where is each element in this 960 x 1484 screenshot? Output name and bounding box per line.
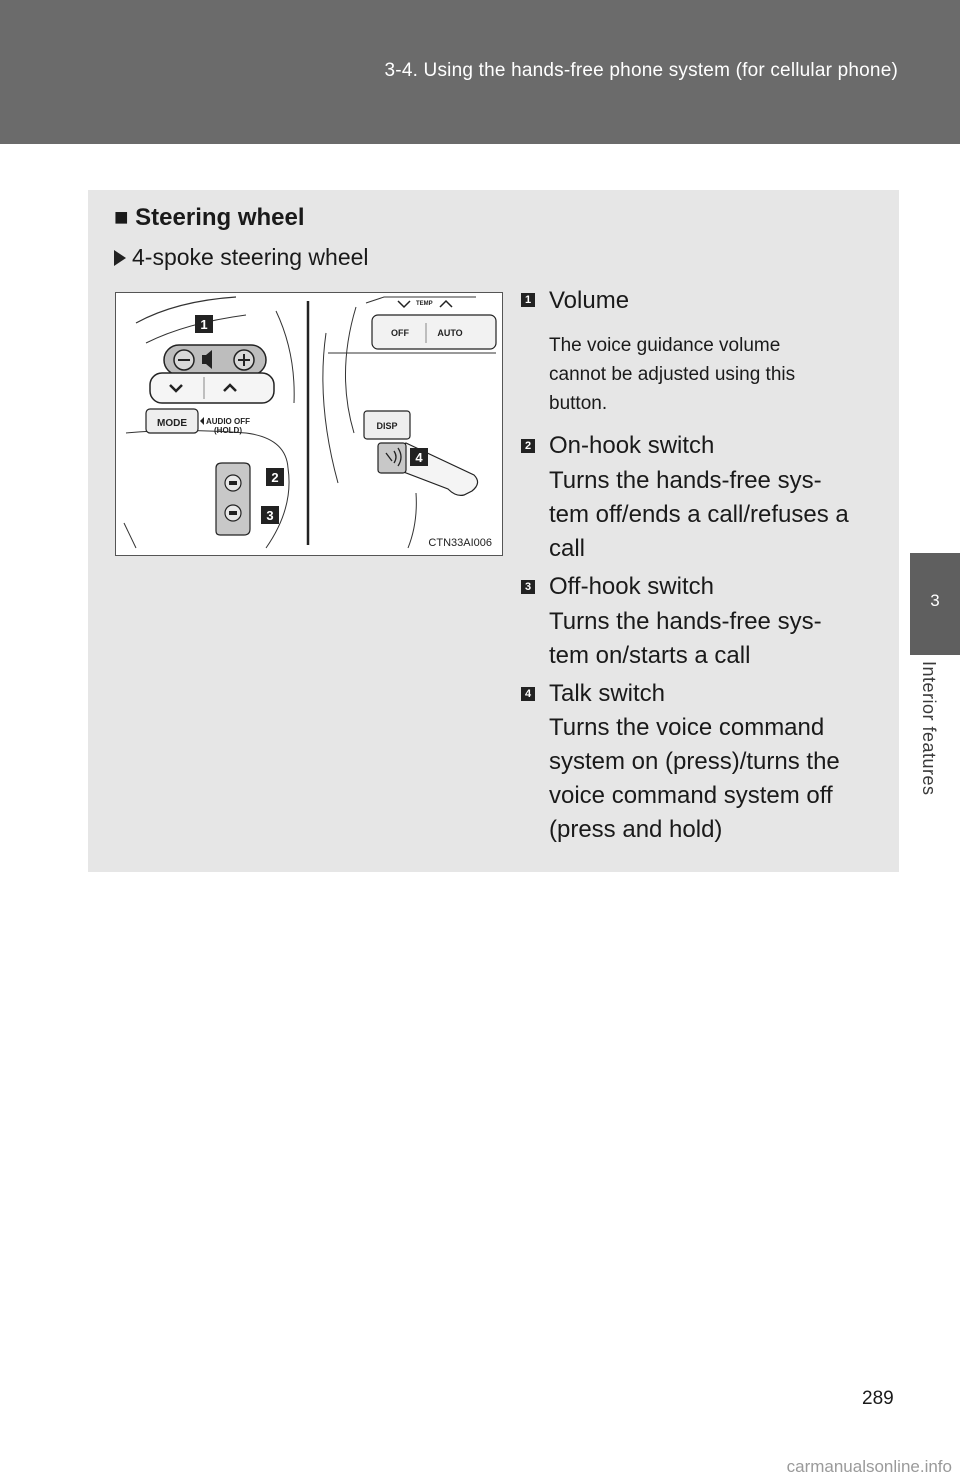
talk-button [378,443,406,473]
sub-heading [114,244,369,271]
speaker-icon [202,355,206,364]
mode-label: MODE [157,418,187,429]
disp-label: DISP [376,421,398,431]
item-title-talk: Talk switch [549,680,666,707]
item-marker-3: 3 [521,580,535,594]
desc-line: Turns the voice command [549,714,825,741]
item-note-volume [549,331,865,418]
sub-heading-text: 4-spoke steering wheel [132,244,369,270]
triangle-arrow-icon [114,250,126,266]
chapter-tab [910,553,960,655]
desc-line: call [549,535,586,562]
note-line: button. [549,393,608,414]
page-header [0,0,960,144]
watermark: carmanualsonline.info [786,1457,952,1476]
figure-code: CTN33AI006 [428,537,492,549]
auto-label: AUTO [437,328,463,338]
page-number: 289 [862,1388,894,1409]
steering-wheel-drawing [116,293,502,555]
audio-off-label: AUDIO OFF [206,417,250,426]
off-label: OFF [391,328,409,338]
item-title-off-hook: Off-hook switch [549,573,714,600]
item-desc-off-hook [549,605,865,673]
item-title-on-hook: On-hook switch [549,432,715,459]
note-line: cannot be adjusted using this [549,364,796,385]
svg-text:2: 2 [271,470,279,485]
temp-label: TEMP [416,301,433,307]
item-desc-talk [549,711,865,847]
item-marker-4: 4 [521,687,535,701]
item-title-volume: Volume [549,287,630,314]
desc-line: (press and hold) [549,816,723,843]
desc-line: system on (press)/turns the [549,748,840,775]
item-marker-2: 2 [521,439,535,453]
section-heading: ■ Steering wheel [114,204,305,231]
svg-text:3: 3 [266,508,274,523]
hold-label: (HOLD) [214,426,242,435]
content-panel [88,190,899,872]
desc-line: voice command system off [549,782,833,809]
seek-rocker [150,373,274,403]
desc-line: Turns the hands-free sys- [549,467,822,494]
chapter-label-area [910,655,960,835]
svg-text:1: 1 [200,317,208,332]
desc-line: tem on/starts a call [549,642,751,669]
svg-text:4: 4 [415,450,423,465]
header-title: 3-4. Using the hands-free phone system (for cellular phone) [384,60,898,81]
chapter-title: Interior features [919,661,939,796]
item-desc-on-hook [549,464,865,566]
item-marker-1: 1 [521,293,535,307]
desc-line: tem off/ends a call/refuses a [549,501,849,528]
desc-line: Turns the hands-free sys- [549,608,822,635]
chapter-number: 3 [930,591,940,610]
steering-wheel-illustration [115,292,503,556]
note-line: The voice guidance volume [549,335,781,356]
